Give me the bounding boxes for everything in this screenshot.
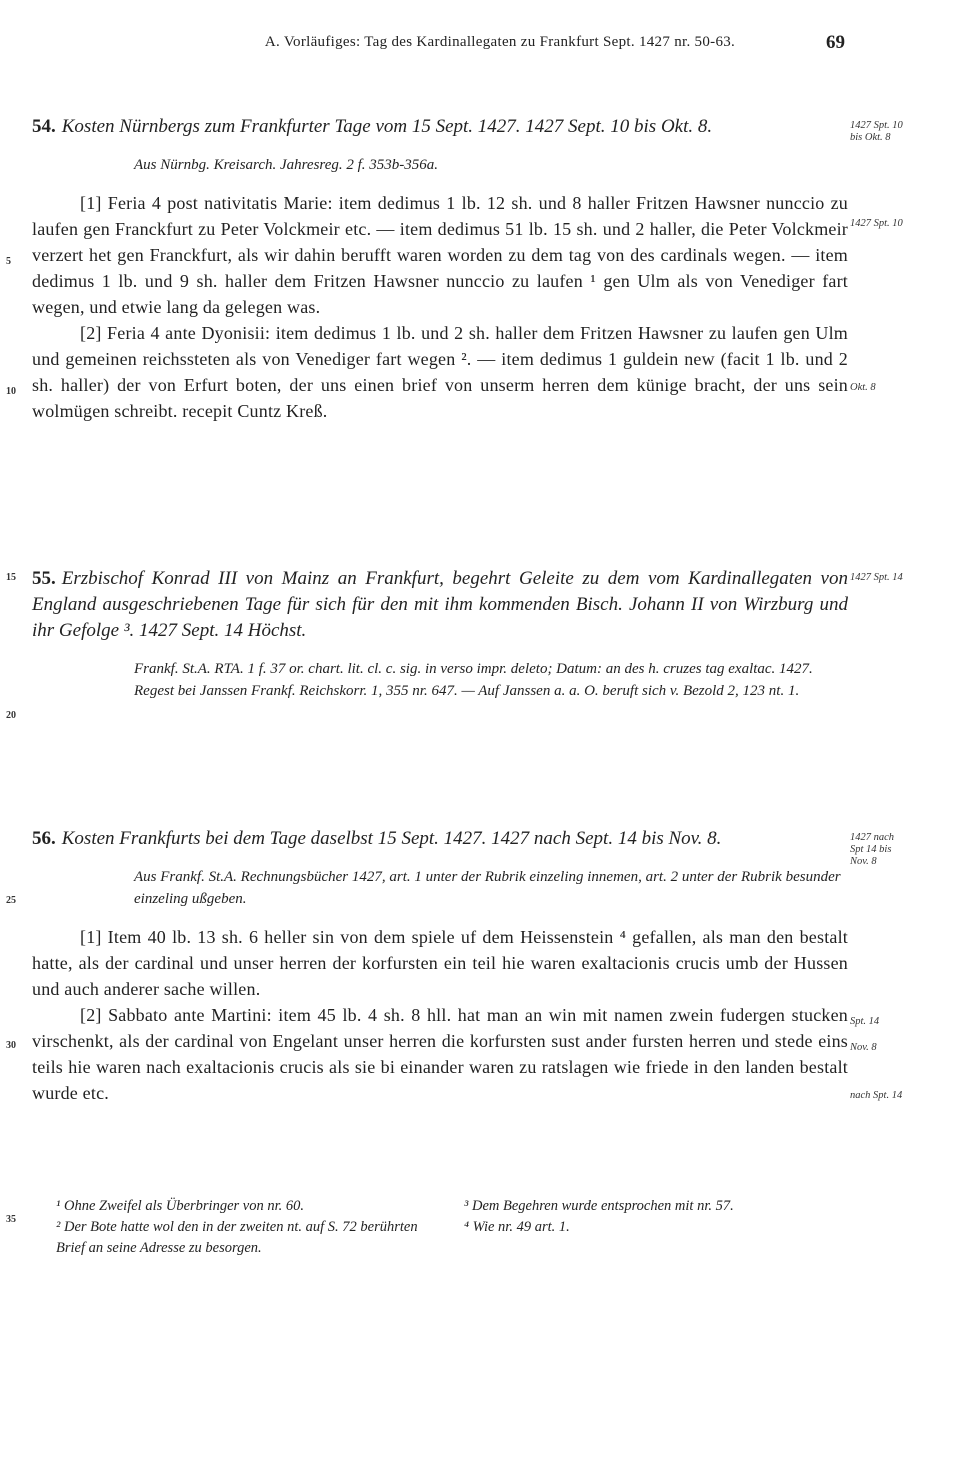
entry-number: 56. bbox=[32, 828, 56, 849]
margin-date: Okt. 8 bbox=[850, 382, 876, 393]
footnote-1: ¹ Ohne Zweifel als Überbringer von nr. 60. bbox=[56, 1198, 305, 1214]
entry-heading: Erzbischof Konrad III von Mainz an Frankfurt, begehrt Geleite zu dem vom Kardinallegaten von England ausgeschriebenen Tage für sich für den mit ihm kommenden Bisch. Johann II von Wirzburg und ihr Gefolge ³. 1427 Sept. 14 Höchst. bbox=[32, 568, 848, 641]
margin-date: Spt. 14 bbox=[850, 1016, 880, 1027]
entry-54 bbox=[32, 114, 848, 424]
entry-heading: Kosten Nürnbergs zum Frankfurter Tage vom 15 Sept. 1427. 1427 Sept. 10 bis Okt. 8. bbox=[61, 116, 713, 137]
footnote-3: ³ Dem Begehren wurde entsprochen mit nr. 57. bbox=[464, 1198, 734, 1214]
entry-55 bbox=[32, 566, 848, 702]
footnotes-right bbox=[464, 1196, 848, 1238]
paragraph-2: [2] Feria 4 ante Dyonisii: item dedimus 1 lb. und 2 sh. haller dem Fritzen Hawsner zu laufen gen Ulm und gemeinen reichssteten als von Venediger fart wegen ². — item dedimus 1 guldein new (facit 1 lb. und 2 sh. haller) der von Erfurt boten, der uns einen brief von unserm herren dem künige bracht, der uns sein wolmügen schreibt. recepit Cuntz Kreß. bbox=[32, 323, 848, 421]
margin-date: 1427 Spt. 10 bbox=[850, 218, 903, 229]
entry-title bbox=[32, 114, 848, 140]
line-number: 20 bbox=[6, 710, 16, 721]
entry-regest: Regest bei Janssen Frankf. Reichskorr. 1, 355 nr. 647. — Auf Janssen a. a. O. beruft sich v. Bezold 2, 123 nt. 1. bbox=[134, 683, 800, 699]
entry-heading: Kosten Frankfurts bei dem Tage daselbst 15 Sept. 1427. 1427 nach Sept. 14 bis Nov. 8. bbox=[61, 828, 722, 849]
entry-source: Aus Frankf. St.A. Rechnungsbücher 1427, art. 1 unter der Rubrik einzeling innemen, art. 2 unter der Rubrik besunder einzeling ußgeben. bbox=[134, 869, 841, 907]
entry-number: 55. bbox=[32, 568, 56, 589]
entry-title bbox=[32, 566, 848, 644]
paragraph-1: [1] Feria 4 post nativitatis Marie: item dedimus 1 lb. 12 sh. und 8 haller Fritzen Hawsner nunccio zu laufen gen Franckfurt zu Peter Volckmeir etc. — item dedimus 51 lb. 15 sh. und 2 haller, die Peter Volckmeir verzert het gen Franckfurt, als wir dahin berufft waren worden zu dem tag von des cardinals wegen. — item dedimus 1 lb. und 9 sh. haller dem Fritzen Hawsner nunccio zu laufen ¹ gen Ulm als von Venediger fart wegen, und etwie lang da gelegen was. bbox=[32, 193, 848, 317]
entry-source: Aus Nürnbg. Kreisarch. Jahresreg. 2 f. 353b-356a. bbox=[134, 157, 439, 173]
line-number: 35 bbox=[6, 1214, 16, 1225]
footnotes-left bbox=[32, 1196, 428, 1259]
entry-title bbox=[32, 826, 848, 852]
footnote-4: ⁴ Wie nr. 49 art. 1. bbox=[464, 1219, 570, 1235]
line-number: 5 bbox=[6, 256, 11, 267]
line-number: 15 bbox=[6, 572, 16, 583]
line-number: 25 bbox=[6, 895, 16, 906]
running-header: A. Vorläufiges: Tag des Kardinallegaten zu Frankfurt Sept. 1427 nr. 50-63. bbox=[264, 34, 736, 50]
margin-date: Nov. 8 bbox=[850, 1042, 877, 1053]
paragraph-1: [1] Item 40 lb. 13 sh. 6 heller sin von dem spiele uf dem Heissenstein ⁴ gefallen, als man den bestalt hatte, als der cardinal und unser herren der korfursten ein teil hie waren exaltacionis crucis umb der Hussen und auch anderer sache willen. bbox=[32, 927, 848, 999]
margin-date: 1427 nach Spt 14 bis Nov. 8 bbox=[850, 832, 895, 867]
paragraph-2: [2] Sabbato ante Martini: item 45 lb. 4 sh. 8 hll. hat man an win mit namen zwein fudergen stucken virschenkt, als der cardinal von Engelant unser herren die korfursten sust ander fursten herren und stede eins teils hie waren nach exaltacionis crucis als sie bi einander waren zu ratslagen wie friede in den landen bestalt wurde etc. bbox=[32, 1005, 848, 1103]
line-number: 10 bbox=[6, 386, 16, 397]
entry-source: Frankf. St.A. RTA. 1 f. 37 or. chart. lit. cl. c. sig. in verso impr. deleto; Datum: an des h. cruzes tag exaltac. 1427. bbox=[134, 661, 813, 677]
line-number: 30 bbox=[6, 1040, 16, 1051]
margin-date: nach Spt. 14 bbox=[850, 1090, 903, 1101]
margin-date: 1427 Spt. 10 bis Okt. 8 bbox=[850, 120, 903, 143]
entry-number: 54. bbox=[32, 116, 56, 137]
footnote-2: ² Der Bote hatte wol den in der zweiten nt. auf S. 72 berührten Brief an seine Adresse zu besorgen. bbox=[56, 1219, 418, 1256]
margin-date: 1427 Spt. 14 bbox=[850, 572, 903, 583]
page-number: 69 bbox=[826, 32, 845, 53]
entry-56 bbox=[32, 826, 848, 1106]
